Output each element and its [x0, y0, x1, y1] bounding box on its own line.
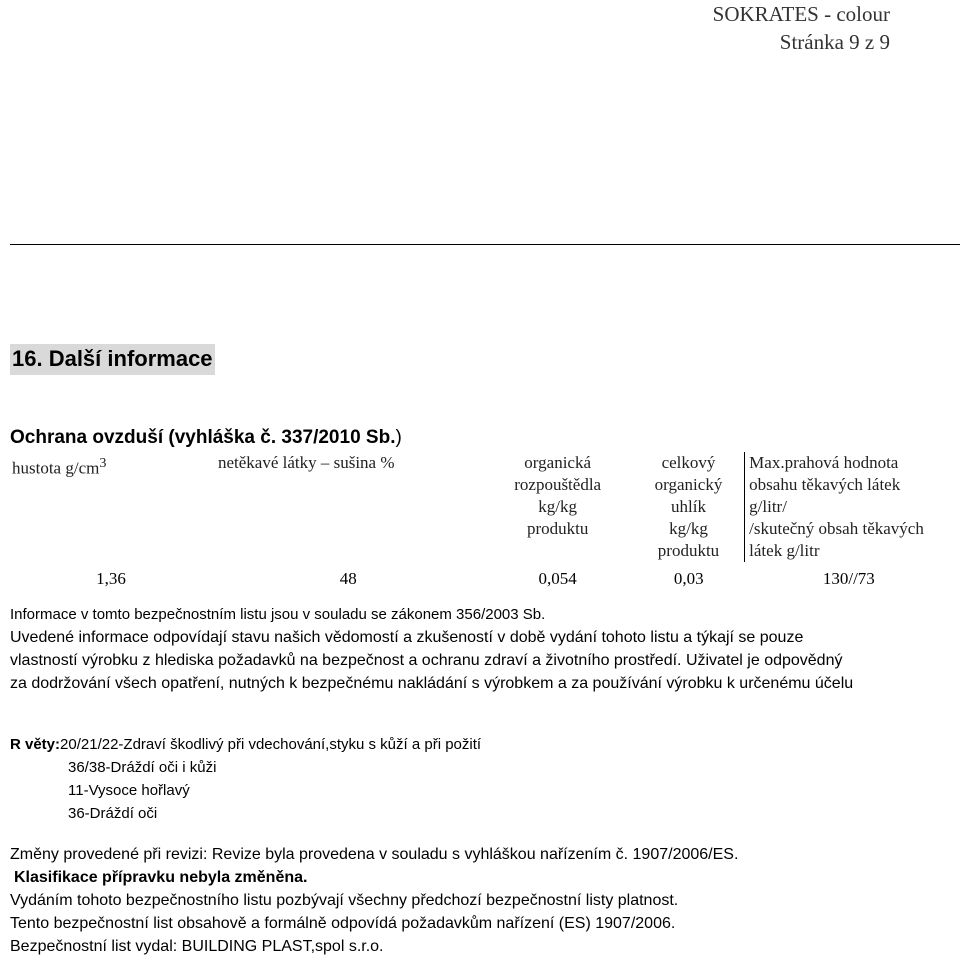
validity-note: Vydáním tohoto bezpečnostního listu pozbývají všechny předchozí bezpečnostní listy platnost. — [10, 892, 679, 909]
info-paragraph — [10, 603, 955, 695]
compliance-note: Tento bezpečnostní list obsahově a formálně odpovídá požadavkům nařízení (ES) 1907/2006. — [10, 915, 676, 932]
section-heading: 16. Další informace — [10, 344, 215, 375]
table-row — [8, 562, 953, 594]
header-nonvolatile: netěkavé látky – sušina % — [217, 453, 395, 472]
header-density: hustota $g/cm^3$ — [12, 455, 107, 478]
subsection-heading — [10, 427, 402, 449]
page-number: Stránka 9 z 9 — [779, 30, 890, 54]
table-header-row — [8, 452, 953, 562]
info-line: Informace v tomto bezpečnostním listu jsou v souladu se zákonem 356/2003 Sb. — [10, 606, 546, 623]
info-line: Uvedené informace odpovídají stavu našich vědomostí a zkušeností v době vydání tohoto listu a týkají se pouze — [10, 629, 804, 646]
issuer-note: Bezpečnostní list vydal: BUILDING PLAST,spol s.r.o. — [10, 938, 384, 955]
cell-nonvolatile: 48 — [339, 569, 357, 588]
info-line: vlastností výrobku z hlediska požadavků na bezpečnost a ochranu zdraví a životního prostředí. Uživatel je odpovědný — [10, 652, 843, 669]
subsection-heading-rest: ) — [395, 427, 402, 448]
r-phrase-item: 36-Dráždí oči — [68, 805, 158, 822]
cell-organic-solvents: 0,054 — [538, 569, 577, 588]
classification-note: Klasifikace přípravku nebyla změněna. — [14, 869, 308, 886]
voc-table — [8, 452, 953, 594]
subsection-heading-bold: Ochrana ovzduší (vyhláška č. 337/2010 Sb. — [10, 427, 396, 448]
r-phrase-item: 11-Vysoce hořlavý — [68, 782, 190, 799]
header-total-carbon: celkový organický uhlík kg/kg produktu — [654, 453, 723, 560]
r-phrase-item: 36/38-Dráždí oči i kůži — [68, 759, 217, 776]
document-header — [713, 0, 890, 56]
cell-max-voc: 130//73 — [822, 569, 875, 588]
info-line: za dodržování všech opatření, nutných k bezpečnému nakládání s výrobkem a za používání výrobku k určenému účelu — [10, 675, 854, 692]
footer-notes — [10, 843, 955, 958]
document-title: SOKRATES - colour — [712, 2, 890, 26]
r-phrases-label: R věty: — [10, 736, 61, 753]
header-organic-solvents: organická rozpouštědla kg/kg produktu — [514, 453, 602, 538]
r-phrase-first: R věty:20/21/22-Zdraví škodlivý při vdechování,styku s kůží a při požití — [10, 736, 482, 753]
revision-note: Změny provedené při revizi: Revize byla provedena v souladu s vyhláškou nařízením č. 1907/2006/ES. — [10, 846, 739, 863]
r-phrases — [10, 733, 481, 825]
cell-total-carbon: 0,03 — [673, 569, 704, 588]
header-max-voc: Max.prahová hodnota obsahu těkavých látek g/litr/ /skutečný obsah těkavých látek g/litr — [745, 452, 953, 562]
separator-line — [10, 244, 960, 245]
cell-density: 1,36 — [96, 569, 126, 588]
